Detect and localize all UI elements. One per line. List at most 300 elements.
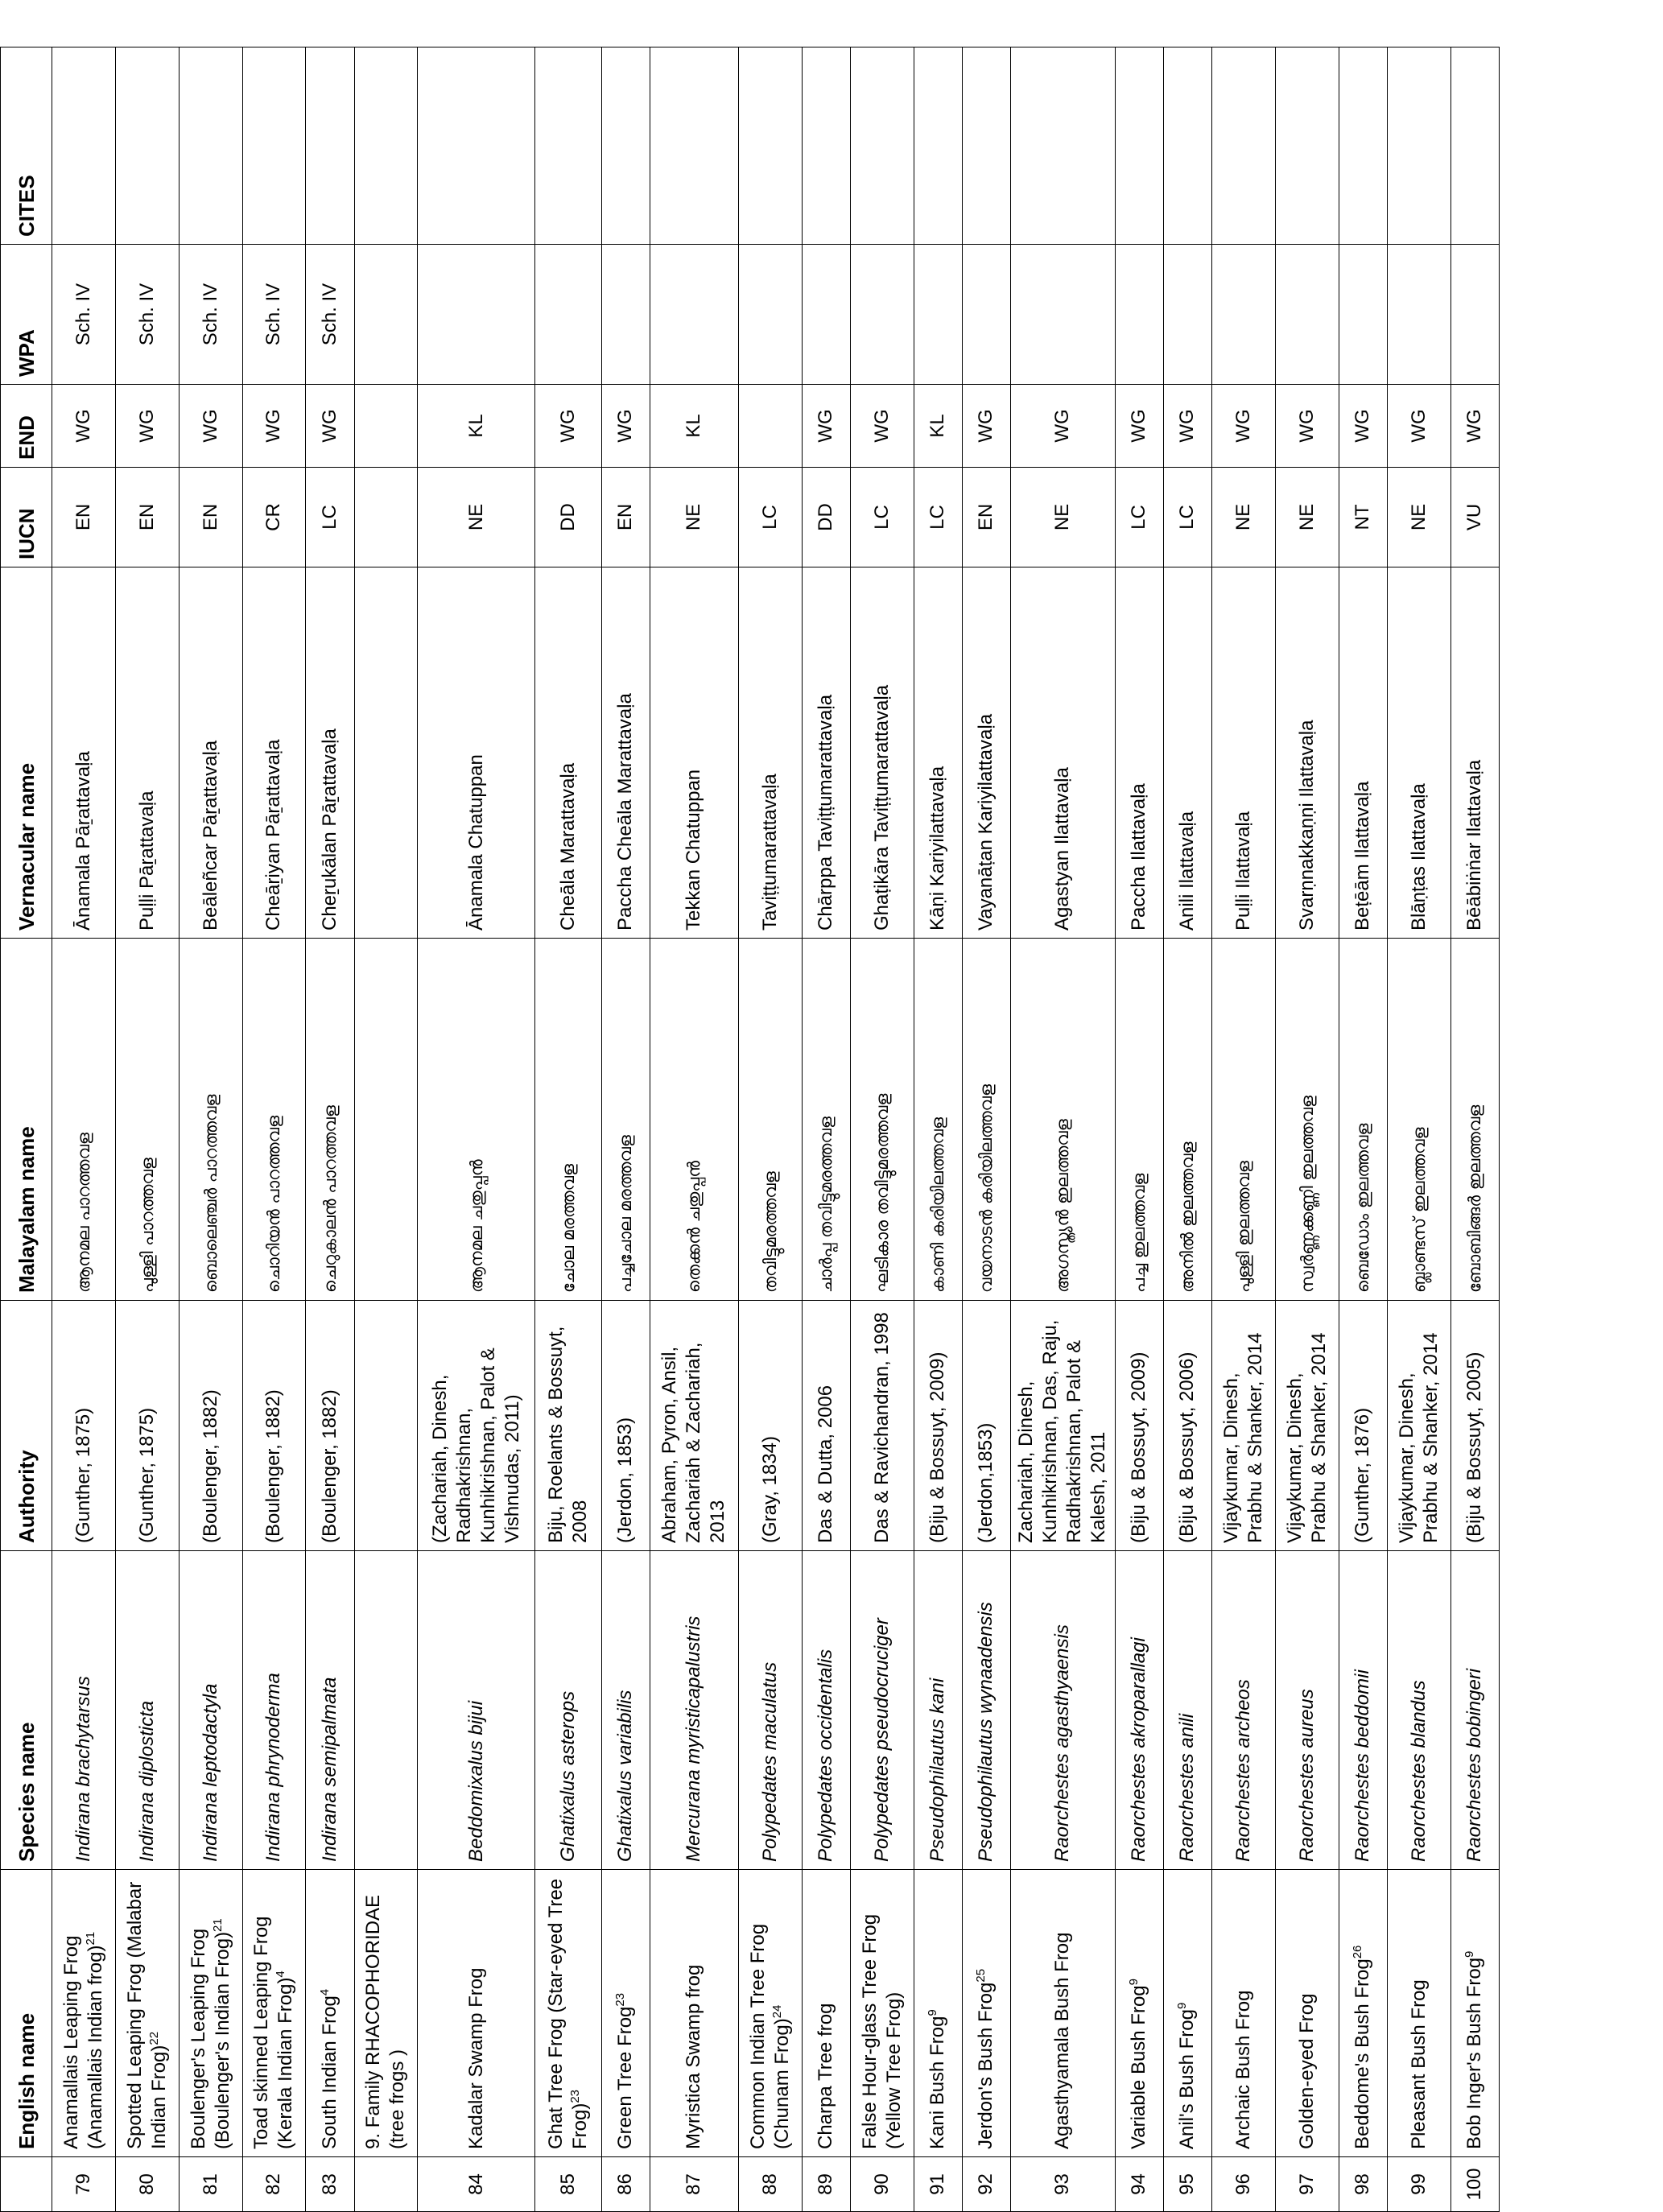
authority-text: (Biju & Bossuyt, 2005) <box>1463 1352 1486 1543</box>
species-name <box>354 1551 418 1870</box>
table-row <box>115 47 179 2212</box>
endemism-text: KL <box>683 414 705 438</box>
species-name-text: Raorchestes aureus <box>1295 1689 1318 1862</box>
species-name <box>115 1551 179 1870</box>
iucn-status <box>418 468 534 567</box>
english-name <box>850 1870 914 2157</box>
cites-status <box>306 47 354 245</box>
header-end: END <box>1 385 52 468</box>
footnote-reference: 9 <box>1127 1978 1141 1986</box>
english-name-text: Agasthyamala Bush Frog <box>1051 1932 1074 2149</box>
footnote-reference: 23 <box>567 2089 582 2103</box>
wpa-schedule <box>850 245 914 385</box>
authority-text: Biju, Roelants & Bossuyt, 2008 <box>544 1326 591 1543</box>
english-name-text: Spotted Leaping Frog (Malabar Indian Frog) <box>123 1881 170 2149</box>
cites-status <box>1163 47 1211 245</box>
endemism-text: WG <box>1295 409 1318 443</box>
endemism <box>850 385 914 468</box>
wpa-schedule <box>601 245 650 385</box>
endemism <box>1450 385 1499 468</box>
malayalam-name <box>850 939 914 1301</box>
vernacular-name-text: Bēābiṅṅar Ilattavaḷa <box>1463 759 1486 931</box>
endemism <box>1387 385 1450 468</box>
header-malayalam-name: Malayalam name <box>1 939 52 1301</box>
malayalam-name-text: ബോബിങ്ങര്‍ ഇലത്തവള <box>1465 1104 1485 1293</box>
species-name-text: Polypedates maculatus <box>758 1661 781 1862</box>
endemism <box>738 385 802 468</box>
species-name <box>306 1551 354 1870</box>
english-name <box>601 1870 650 2157</box>
authority-text: (Gunther, 1875) <box>135 1407 158 1543</box>
authority-text: (Biju & Bossuyt, 2009) <box>926 1352 949 1543</box>
row-number <box>1339 2157 1387 2212</box>
iucn-status-text: EN <box>199 503 221 531</box>
malayalam-name-text: ബൊലെഞ്ചര്‍ പാറത്തവള <box>200 1094 221 1293</box>
table-row <box>738 47 802 2212</box>
endemism-text: WG <box>1463 409 1486 443</box>
row-number-text: 95 <box>1176 2173 1199 2195</box>
endemism-text: KL <box>926 414 949 438</box>
row-number <box>179 2157 242 2212</box>
species-name-text: Raorchestes blandus <box>1407 1680 1430 1862</box>
malayalam-name <box>1212 939 1276 1301</box>
endemism-text: WG <box>72 409 94 443</box>
english-name-text: Myristica Swamp frog <box>683 1964 705 2149</box>
english-name-text: Green Tree Frog <box>614 2006 637 2149</box>
iucn-status <box>1275 468 1339 567</box>
malayalam-name-text: ബെഡോം ഇലത്തവള <box>1353 1123 1373 1293</box>
wpa-schedule <box>738 245 802 385</box>
malayalam-name <box>306 939 354 1301</box>
wpa-schedule <box>354 245 418 385</box>
iucn-status <box>650 468 738 567</box>
vernacular-name <box>802 567 850 939</box>
header-wpa: WPA <box>1 245 52 385</box>
row-number-text: 99 <box>1407 2173 1430 2195</box>
endemism <box>115 385 179 468</box>
iucn-status-text: NE <box>1232 503 1254 531</box>
wpa-schedule <box>418 245 534 385</box>
malayalam-name-text: പച്ചചോല മരത്തവള <box>616 1135 636 1293</box>
iucn-status-text: LC <box>870 505 893 530</box>
species-name <box>242 1551 306 1870</box>
vernacular-name <box>650 567 738 939</box>
wpa-schedule <box>1163 245 1211 385</box>
endemism <box>962 385 1010 468</box>
authority-text: (Boulenger, 1882) <box>199 1389 221 1543</box>
vernacular-name-text: Tekkan Chatuppan <box>683 769 705 931</box>
vernacular-name <box>962 567 1010 939</box>
species-name <box>179 1551 242 1870</box>
iucn-status-text: LC <box>926 505 949 530</box>
english-name-text: Toad skinned Leaping Frog (Kerala Indian Frog) <box>250 1916 297 2149</box>
cites-status <box>1450 47 1499 245</box>
species-name <box>418 1551 534 1870</box>
cites-status <box>1275 47 1339 245</box>
malayalam-name-text: കാണി കരിയിലത്തവള <box>928 1117 948 1293</box>
malayalam-name <box>914 939 962 1301</box>
vernacular-name-text: Ghaṭikāra Taviṭṭumarattavaḷa <box>870 684 893 931</box>
vernacular-name <box>738 567 802 939</box>
cites-status <box>1339 47 1387 245</box>
species-name-text: Raorchestes archeos <box>1232 1679 1254 1862</box>
vernacular-name <box>1212 567 1276 939</box>
iucn-status-text: LC <box>1128 505 1150 530</box>
english-name <box>914 1870 962 2157</box>
species-name-text: Raorchestes akroparallagi <box>1128 1637 1150 1862</box>
authority <box>52 1301 116 1551</box>
iucn-status <box>242 468 306 567</box>
iucn-status-text: LC <box>318 505 340 530</box>
endemism <box>418 385 534 468</box>
row-number-text: 91 <box>926 2173 949 2195</box>
cites-status <box>418 47 534 245</box>
table-row <box>242 47 306 2212</box>
english-name <box>52 1870 116 2157</box>
row-number-text: 89 <box>815 2173 837 2195</box>
authority <box>1275 1301 1339 1551</box>
english-name <box>1163 1870 1211 2157</box>
species-name <box>1212 1551 1276 1870</box>
malayalam-name <box>738 939 802 1301</box>
authority-text: (Gunther, 1876) <box>1351 1407 1374 1543</box>
species-name <box>962 1551 1010 1870</box>
row-number-text: 79 <box>72 2173 94 2195</box>
vernacular-name-text: Agastyan Ilattavaḷa <box>1051 767 1074 931</box>
cites-status <box>802 47 850 245</box>
endemism <box>802 385 850 468</box>
species-name-text: Indirana diplosticta <box>135 1700 158 1862</box>
authority <box>1115 1301 1163 1551</box>
iucn-status-text: NE <box>683 503 705 531</box>
english-name <box>802 1870 850 2157</box>
vernacular-name <box>306 567 354 939</box>
vernacular-name-text: Kāṇi Kariyilattavaḷa <box>926 766 949 931</box>
iucn-status <box>1212 468 1276 567</box>
malayalam-name <box>962 939 1010 1301</box>
species-name-text: Pseudophilautus wynaadensis <box>975 1602 997 1862</box>
authority <box>306 1301 354 1551</box>
endemism-text: WG <box>318 409 340 443</box>
authority <box>1450 1301 1499 1551</box>
authority <box>802 1301 850 1551</box>
english-name <box>179 1870 242 2157</box>
wpa-schedule <box>179 245 242 385</box>
row-number-text: 100 <box>1463 2168 1486 2201</box>
endemism-text: WG <box>815 409 837 443</box>
row-number <box>1275 2157 1339 2212</box>
vernacular-name <box>1339 567 1387 939</box>
english-name-text: Anamallais Leaping Frog (Anamallais Indian frog) <box>60 1935 106 2149</box>
footnote-reference: 4 <box>274 1971 288 1978</box>
wpa-schedule <box>1387 245 1450 385</box>
english-name <box>306 1870 354 2157</box>
authority <box>534 1301 601 1551</box>
english-name <box>1339 1870 1387 2157</box>
malayalam-name-text: ചാര്‍പ്പ തവിട്ടുമരത്തവള <box>816 1116 836 1293</box>
vernacular-name-text: Puḷḷi Pāṟattavaḷa <box>135 790 158 931</box>
wpa-schedule <box>1450 245 1499 385</box>
cites-status <box>914 47 962 245</box>
iucn-status <box>1339 468 1387 567</box>
authority-text: Vijaykumar, Dinesh, Prabhu & Shanker, 2014 <box>1283 1332 1330 1543</box>
wpa-schedule <box>115 245 179 385</box>
cites-status <box>738 47 802 245</box>
iucn-status <box>1450 468 1499 567</box>
iucn-status-text: NE <box>464 503 487 531</box>
authority <box>1387 1301 1450 1551</box>
malayalam-name-text: ചോല മരത്തവള <box>558 1163 578 1293</box>
endemism-text: WG <box>1128 409 1150 443</box>
vernacular-name-text: Taviṭṭumarattavaḷa <box>758 774 781 931</box>
endemism <box>354 385 418 468</box>
english-name <box>738 1870 802 2157</box>
english-name-text: Beddome's Bush Frog <box>1351 1958 1374 2149</box>
row-number-text: 94 <box>1128 2173 1150 2195</box>
wpa-schedule <box>802 245 850 385</box>
iucn-status-text: NE <box>1407 503 1430 531</box>
authority <box>115 1301 179 1551</box>
iucn-status <box>179 468 242 567</box>
row-number-text: 81 <box>199 2173 221 2195</box>
endemism-text: WG <box>614 409 637 443</box>
vernacular-name <box>850 567 914 939</box>
english-name-text: Archaic Bush Frog <box>1232 1990 1254 2149</box>
row-number-text: 80 <box>135 2173 158 2195</box>
endemism-text: WG <box>1051 409 1074 443</box>
species-name-text: Indirana leptodactyla <box>199 1683 221 1862</box>
iucn-status <box>1010 468 1115 567</box>
malayalam-name <box>1115 939 1163 1301</box>
malayalam-name <box>802 939 850 1301</box>
header-authority: Authority <box>1 1301 52 1551</box>
footnote-reference: 23 <box>613 1992 628 2007</box>
english-name-text: Kani Bush Frog <box>926 2016 949 2149</box>
row-number-text: 90 <box>870 2173 893 2195</box>
malayalam-name <box>1387 939 1450 1301</box>
iucn-status <box>534 468 601 567</box>
species-name-text: Raorchestes agasthyaensis <box>1051 1624 1074 1862</box>
english-name <box>354 1870 418 2157</box>
english-name <box>115 1870 179 2157</box>
species-name <box>850 1551 914 1870</box>
table-row <box>962 47 1010 2212</box>
species-name-text: Raorchestes bobingeri <box>1463 1668 1486 1862</box>
english-name <box>962 1870 1010 2157</box>
endemism <box>601 385 650 468</box>
endemism-text: KL <box>464 414 487 438</box>
endemism <box>650 385 738 468</box>
cites-status <box>601 47 650 245</box>
iucn-status-text: NT <box>1351 504 1374 530</box>
row-number <box>52 2157 116 2212</box>
row-number-text: 85 <box>556 2173 579 2195</box>
malayalam-name <box>52 939 116 1301</box>
authority-text: (Gray, 1834) <box>758 1436 781 1543</box>
table-body <box>52 47 1500 2212</box>
table-row <box>1212 47 1276 2212</box>
iucn-status-text: NE <box>1051 503 1074 531</box>
iucn-status-text: DD <box>815 503 837 531</box>
wpa-schedule <box>52 245 116 385</box>
row-number <box>534 2157 601 2212</box>
vernacular-name-text: Svarṇnakkaṇṇi Ilattavaḷa <box>1295 720 1318 931</box>
vernacular-name <box>1163 567 1211 939</box>
authority-text: Zachariah, Dinesh, Kunhikrishnan, Das, Raju, Radhakrishnan, Palot & Kalesh, 2011 <box>1015 1319 1110 1543</box>
malayalam-name-text: അനില്‍ ഇലത്തവള <box>1178 1141 1198 1293</box>
malayalam-name-text: പുള്ളി പാറത്തവള <box>137 1158 157 1293</box>
english-name-text: Golden-eyed Frog <box>1295 1993 1318 2149</box>
authority-text: (Boulenger, 1882) <box>318 1389 340 1543</box>
english-name <box>534 1870 601 2157</box>
vernacular-name-text: Cheṟukālan Pāṟattavaḷa <box>318 728 340 931</box>
table-row <box>1339 47 1387 2212</box>
iucn-status <box>306 468 354 567</box>
english-name <box>1010 1870 1115 2157</box>
table-row <box>1275 47 1339 2212</box>
iucn-status <box>1387 468 1450 567</box>
vernacular-name <box>1275 567 1339 939</box>
endemism-text: WG <box>1407 409 1430 443</box>
footnote-reference: 9 <box>1463 1950 1477 1958</box>
iucn-status <box>601 468 650 567</box>
row-number <box>1387 2157 1450 2212</box>
wpa-schedule <box>242 245 306 385</box>
malayalam-name <box>242 939 306 1301</box>
vernacular-name <box>418 567 534 939</box>
wpa-schedule-text: Sch. IV <box>72 283 94 346</box>
table-row <box>52 47 116 2212</box>
wpa-schedule <box>1339 245 1387 385</box>
authority <box>354 1301 418 1551</box>
endemism-text: WG <box>975 409 997 443</box>
row-number <box>242 2157 306 2212</box>
authority-text: (Biju & Bossuyt, 2009) <box>1128 1352 1150 1543</box>
malayalam-name <box>354 939 418 1301</box>
wpa-schedule-text: Sch. IV <box>318 283 340 346</box>
wpa-schedule <box>650 245 738 385</box>
english-name-text: False Hour-glass Tree Frog (Yellow Tree Frog) <box>858 1913 905 2149</box>
wpa-schedule-text: Sch. IV <box>135 283 158 346</box>
english-name-text: Kadalar Swamp Frog <box>464 1967 487 2149</box>
table-row <box>1163 47 1211 2212</box>
endemism <box>914 385 962 468</box>
footnote-reference: 21 <box>83 1931 97 1946</box>
row-number <box>354 2157 418 2212</box>
authority-text: (Jerdon, 1853) <box>614 1417 637 1543</box>
iucn-status <box>802 468 850 567</box>
malayalam-name-text: വയനാടന്‍ കരിയിലത്തവള <box>976 1084 997 1293</box>
row-number <box>1163 2157 1211 2212</box>
row-number <box>850 2157 914 2212</box>
species-name <box>601 1551 650 1870</box>
authority <box>1163 1301 1211 1551</box>
iucn-status-text: CR <box>262 503 285 531</box>
species-name <box>534 1551 601 1870</box>
malayalam-name <box>1450 939 1499 1301</box>
authority-text: (Jerdon,1853) <box>975 1422 997 1543</box>
row-number-text: 87 <box>683 2173 705 2195</box>
vernacular-name-text: Vayanāṭan Kariyilattavaḷa <box>975 713 997 931</box>
malayalam-name <box>650 939 738 1301</box>
row-number-text: 86 <box>614 2173 637 2195</box>
wpa-schedule <box>534 245 601 385</box>
endemism-text: WG <box>262 409 285 443</box>
endemism <box>306 385 354 468</box>
row-number <box>601 2157 650 2212</box>
row-number <box>914 2157 962 2212</box>
english-name <box>650 1870 738 2157</box>
table-row <box>802 47 850 2212</box>
english-name-text: Jerdon's Bush Frog <box>975 1982 997 2149</box>
authority-text: (Gunther, 1875) <box>72 1407 94 1543</box>
species-name-text: Raorchestes beddomii <box>1351 1669 1374 1862</box>
species-name-text: Pseudophilautus kani <box>926 1678 949 1862</box>
iucn-status-text: VU <box>1463 503 1486 531</box>
endemism <box>1115 385 1163 468</box>
endemism <box>1275 385 1339 468</box>
species-name <box>1010 1551 1115 1870</box>
malayalam-name <box>179 939 242 1301</box>
species-name <box>1115 1551 1163 1870</box>
footnote-reference: 25 <box>974 1968 988 1983</box>
table-row <box>1010 47 1115 2212</box>
english-name-text: Charpa Tree frog <box>815 2003 837 2149</box>
authority <box>179 1301 242 1551</box>
vernacular-name <box>1010 567 1115 939</box>
authority-text: Das & Ravichandran, 1998 <box>870 1312 893 1543</box>
iucn-status-text: DD <box>556 503 579 531</box>
authority-text: Vijaykumar, Dinesh, Prabhu & Shanker, 2014 <box>1395 1332 1442 1543</box>
endemism <box>1163 385 1211 468</box>
vernacular-name <box>354 567 418 939</box>
species-name <box>1450 1551 1499 1870</box>
table-row <box>418 47 534 2212</box>
authority <box>962 1301 1010 1551</box>
species-name-text: Polypedates pseudocruciger <box>870 1618 893 1862</box>
wpa-schedule <box>1010 245 1115 385</box>
species-name <box>738 1551 802 1870</box>
wpa-schedule-text: Sch. IV <box>262 283 285 346</box>
cites-status <box>962 47 1010 245</box>
header-iucn: IUCN <box>1 468 52 567</box>
endemism-text: WG <box>1351 409 1374 443</box>
row-number <box>650 2157 738 2212</box>
authority <box>1212 1301 1276 1551</box>
cites-status <box>1212 47 1276 245</box>
english-name-text: Anil's Bush Frog <box>1176 2009 1199 2149</box>
vernacular-name <box>534 567 601 939</box>
authority <box>850 1301 914 1551</box>
endemism-text: WG <box>870 409 893 443</box>
iucn-status <box>1115 468 1163 567</box>
vernacular-name-text: Paccha Ilattavaḷa <box>1128 783 1150 931</box>
iucn-status-text: EN <box>72 503 94 531</box>
authority <box>601 1301 650 1551</box>
species-name <box>52 1551 116 1870</box>
row-number-text: 84 <box>464 2173 487 2195</box>
row-number <box>418 2157 534 2212</box>
iucn-status-text: LC <box>758 505 781 530</box>
endemism-text: WG <box>1232 409 1254 443</box>
iucn-status-text: EN <box>614 503 637 531</box>
malayalam-name-text: ചൊറിയന്‍ പാറത്തവള <box>264 1115 284 1293</box>
malayalam-name-text: തെക്കന്‍ ചതുപ്പന്‍ <box>684 1161 704 1293</box>
species-name <box>1387 1551 1450 1870</box>
species-name <box>914 1551 962 1870</box>
species-name-text: Indirana semipalmata <box>318 1677 340 1862</box>
cites-status <box>1010 47 1115 245</box>
